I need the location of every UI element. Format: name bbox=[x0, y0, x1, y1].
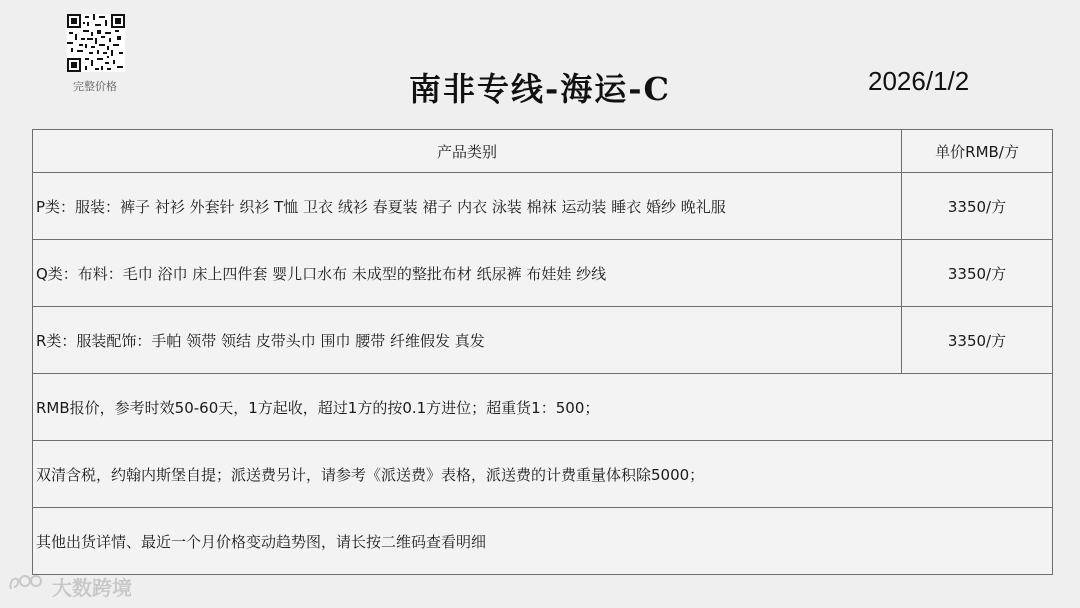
note-cell: 其他出货详情、最近一个月价格变动趋势图，请长按二维码查看明细 bbox=[33, 508, 1053, 575]
note-cell: 双清含税，约翰内斯堡自提；派送费另计，请参考《派送费》表格，派送费的计费重量体积除5000； bbox=[33, 441, 1053, 508]
brand-logo-icon bbox=[8, 573, 48, 600]
qr-code-icon[interactable] bbox=[67, 14, 125, 72]
watermark-text: 大数跨境 bbox=[52, 576, 132, 600]
note-row bbox=[33, 374, 1053, 441]
note-row bbox=[33, 441, 1053, 508]
price-table bbox=[32, 129, 1053, 575]
price-cell: 3350/方 bbox=[902, 307, 1053, 374]
note-cell: RMB报价，参考时效50-60天，1方起收，超过1方的按0.1方进位；超重货1：500； bbox=[33, 374, 1053, 441]
note-row bbox=[33, 508, 1053, 575]
category-cell: R类：服装配饰：手帕 领带 领结 皮带头巾 围巾 腰带 纤维假发 真发 bbox=[33, 307, 902, 374]
table-row bbox=[33, 240, 1053, 307]
watermark bbox=[8, 572, 132, 601]
column-header-price: 单价RMB/方 bbox=[902, 130, 1053, 173]
column-header-category: 产品类别 bbox=[33, 130, 902, 173]
page-title: 南非专线-海运-C bbox=[408, 70, 672, 108]
price-cell: 3350/方 bbox=[902, 173, 1053, 240]
price-cell: 3350/方 bbox=[902, 240, 1053, 307]
category-cell: Q类：布料：毛巾 浴巾 床上四件套 婴儿口水布 未成型的整批布材 纸尿裤 布娃娃 纱线 bbox=[33, 240, 902, 307]
table-header-row bbox=[33, 130, 1053, 173]
date-label: 2026/1/2 bbox=[868, 66, 970, 96]
table-row bbox=[33, 173, 1053, 240]
qr-caption: 完整价格 bbox=[73, 80, 117, 93]
table-row bbox=[33, 307, 1053, 374]
category-cell: P类：服装：裤子 衬衫 外套针 织衫 T恤 卫衣 绒衫 春夏装 裙子 内衣 泳装 棉袜 运动装 睡衣 婚纱 晚礼服 bbox=[33, 173, 902, 240]
